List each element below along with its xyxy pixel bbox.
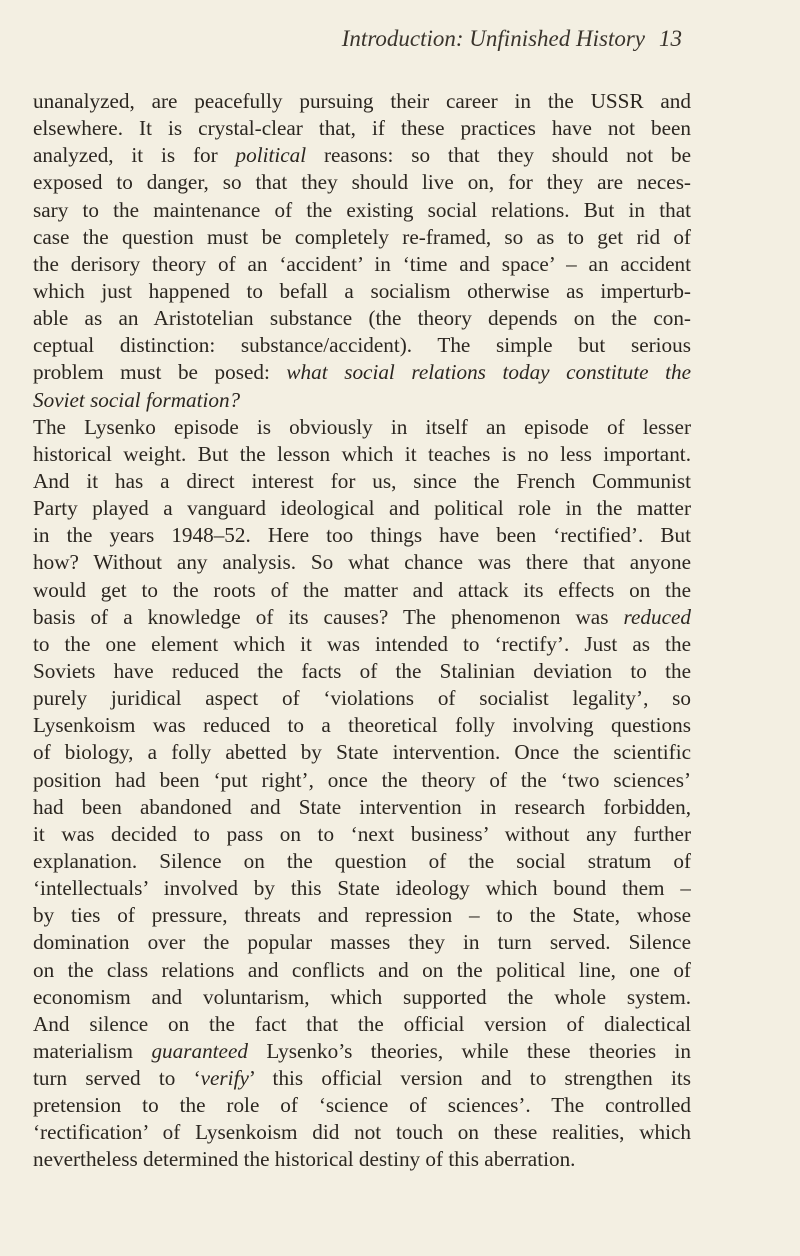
italic-phrase: reduced (623, 604, 691, 629)
text-line: it was decided to pass on to ‘next business’ without any further (33, 821, 691, 846)
running-head-title: Introduction: Unfinished History (341, 26, 645, 51)
body-text (33, 88, 691, 1174)
text-line (33, 387, 691, 414)
text-line: historical weight. But the lesson which it teaches is no less important. (33, 441, 691, 466)
page-number: 13 (659, 26, 682, 51)
text-line: in the years 1948–52. Here too things have been ‘rectified’. But (33, 523, 691, 548)
text-line: Soviets have reduced the facts of the Stalinian deviation to the (33, 658, 691, 683)
text-line: able as an Aristotelian substance (the theory depends on the con- (33, 306, 691, 331)
text-line: materialism guaranteed Lysenko’s theories, while these theories in (33, 1038, 691, 1063)
text-line: how? Without any analysis. So what chance was there that anyone (33, 550, 691, 575)
italic-phrase: what social relations today constitute the (286, 360, 691, 385)
text-line: exposed to danger, so that they should live on, for they are neces- (33, 170, 691, 195)
text-line: basis of a knowledge of its causes? The phenomenon was reduced (33, 604, 691, 629)
text-line: Lysenkoism was reduced to a theoretical folly involving questions (33, 713, 691, 738)
text-line: position had been ‘put right’, once the theory of the ‘two sciences’ (33, 767, 691, 792)
text-line: economism and voluntarism, which supported the whole system. (33, 984, 691, 1009)
text-line: to the one element which it was intended to ‘rectify’. Just as the (33, 631, 691, 656)
italic-phrase: political (235, 143, 307, 168)
text-line: on the class relations and conflicts and on the political line, one of (33, 957, 691, 982)
text-line: unanalyzed, are peacefully pursuing their career in the USSR and (33, 89, 691, 113)
text-line: ‘intellectuals’ involved by this State ideology which bound them – (33, 876, 691, 901)
italic-phrase: Soviet social formation? (33, 387, 241, 412)
text-line: domination over the popular masses they in turn served. Silence (33, 930, 691, 955)
text-line: by ties of pressure, threats and repression – to the State, whose (33, 903, 691, 928)
text-line: ceptual distinction: substance/accident). The simple but serious (33, 333, 691, 358)
text-line: elsewhere. It is crystal-clear that, if these practices have not been (33, 116, 691, 141)
text-line: Party played a vanguard ideological and political role in the matter (33, 496, 691, 521)
text-line: would get to the roots of the matter and attack its effects on the (33, 577, 691, 602)
text-line: the derisory theory of an ‘accident’ in ‘time and space’ – an accident (33, 251, 691, 276)
text-line: ‘rectification’ of Lysenkoism did not touch on these realities, which (33, 1120, 691, 1145)
text-line: analyzed, it is for political reasons: so that they should not be (33, 143, 691, 168)
text-line: nevertheless determined the historical destiny of this aberration. (33, 1147, 576, 1172)
text-line: explanation. Silence on the question of the social stratum of (33, 848, 691, 873)
text-line: sary to the maintenance of the existing social relations. But in that (33, 197, 691, 222)
text-line: And it has a direct interest for us, since the French Communist (33, 468, 691, 493)
text-line: problem must be posed: what social relations today constitute the (33, 360, 691, 385)
text-line: which just happened to befall a socialism otherwise as imperturb- (33, 278, 691, 303)
text-line: of biology, a folly abetted by State intervention. Once the scientific (33, 740, 691, 765)
text-line: The Lysenko episode is obviously in itself an episode of lesser (33, 414, 691, 439)
text-line: And silence on the fact that the official version of dialectical (33, 1011, 691, 1036)
text-line: had been abandoned and State intervention in research forbidden, (33, 794, 691, 819)
text-line: turn served to ‘verify’ this official version and to strengthen its (33, 1066, 691, 1091)
italic-phrase: guaranteed (151, 1038, 248, 1063)
running-head (342, 26, 682, 52)
text-line: case the question must be completely re-framed, so as to get rid of (33, 224, 691, 249)
text-line: purely juridical aspect of ‘violations of socialist legality’, so (33, 686, 691, 711)
text-line: pretension to the role of ‘science of sciences’. The controlled (33, 1093, 691, 1118)
italic-phrase: verify (200, 1066, 249, 1091)
